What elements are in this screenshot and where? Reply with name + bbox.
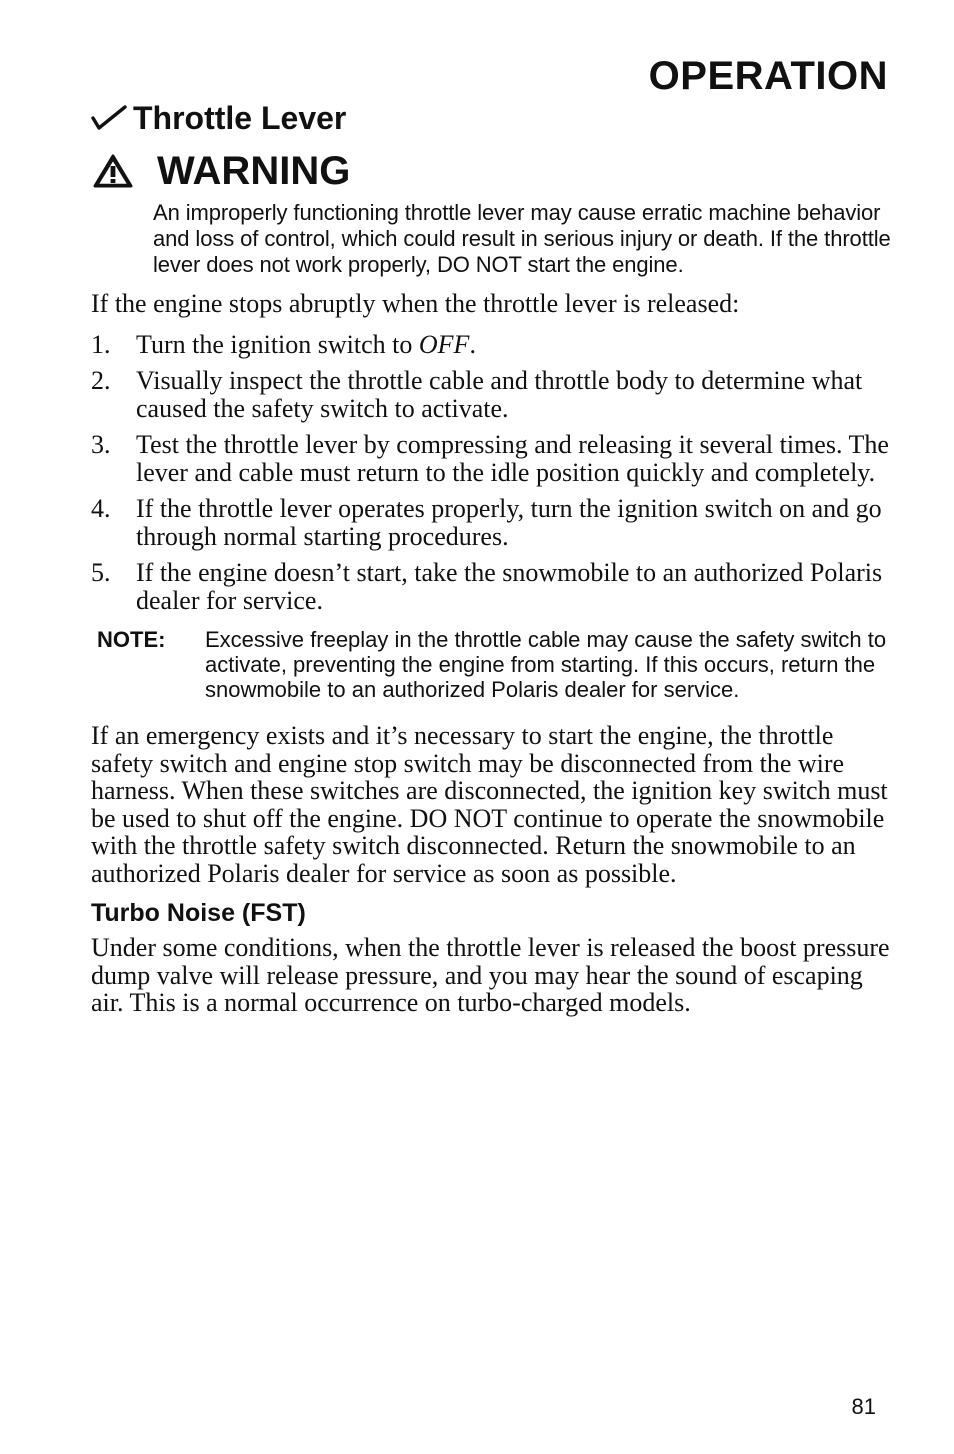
turbo-heading: Turbo Noise (FST) [91,899,306,927]
step-text: If the engine doesn’t start, take the snowmobile to an authorized Polaris dealer for service. [136,558,883,615]
note-block [97,627,891,702]
list-item [91,559,891,615]
list-item [91,367,891,423]
step-number: 1. [91,330,111,359]
note-text: Excessive freeplay in the throttle cable may cause the safety switch to activate, preventing the engine from starting. If this occurs, return the snowmobile to an authorized Polaris dealer for service. [205,627,887,702]
section-title-text: Throttle Lever [133,99,347,136]
step-text-emphasis: OFF [418,330,470,359]
step-text [136,331,891,359]
page-content [91,98,891,1017]
step-text-after: . [469,330,476,359]
warning-triangle-icon [93,154,133,188]
step-number: 3. [91,430,111,459]
list-item [91,495,891,551]
step-text: Visually inspect the throttle cable and throttle body to determine what caused the safety switch to activate. [136,366,863,423]
step-number: 2. [91,366,111,395]
step-text: If the throttle lever operates properly, turn the ignition switch on and go through normal starting procedures. [136,494,882,551]
page-header-title: OPERATION [648,54,888,98]
step-text: Test the throttle lever by compressing and releasing it several times. The lever and cable must return to the idle position quickly and completely. [136,430,889,487]
note-label: NOTE: [97,627,166,652]
list-item [91,431,891,487]
warning-heading [91,146,891,196]
step-text-main: Turn the ignition switch to [136,330,419,359]
section-title [91,98,891,138]
warning-text: An improperly functioning throttle lever may cause erratic machine behavior and loss of control, which could result in serious injury or death. If the throttle lever does not work properly, DO NOT start the engine. [153,200,891,277]
warning-heading-text: WARNING [157,148,351,193]
step-number: 5. [91,558,111,587]
list-item [91,331,891,359]
check-icon [91,104,127,132]
turbo-paragraph: Under some conditions, when the throttle lever is released the boost pressure dump valve will release pressure, and you may hear the sound of escaping air. This is a normal occurrence on turbo-charged models. [91,933,890,1017]
steps-list [91,331,891,615]
step-number: 4. [91,494,111,523]
page-number: 81 [851,1394,876,1419]
emergency-paragraph: If an emergency exists and it’s necessary to start the engine, the throttle safety switch and engine stop switch may be disconnected from the wire harness. When these switches are disconnected, the ignition key switch must be used to shut off the engine. DO NOT continue to operate the snowmobile with the throttle safety switch disconnected. Return the snowmobile to an authorized Polaris dealer for service as soon as possible. [91,721,888,888]
intro-paragraph: If the engine stops abruptly when the throttle lever is released: [91,289,740,318]
